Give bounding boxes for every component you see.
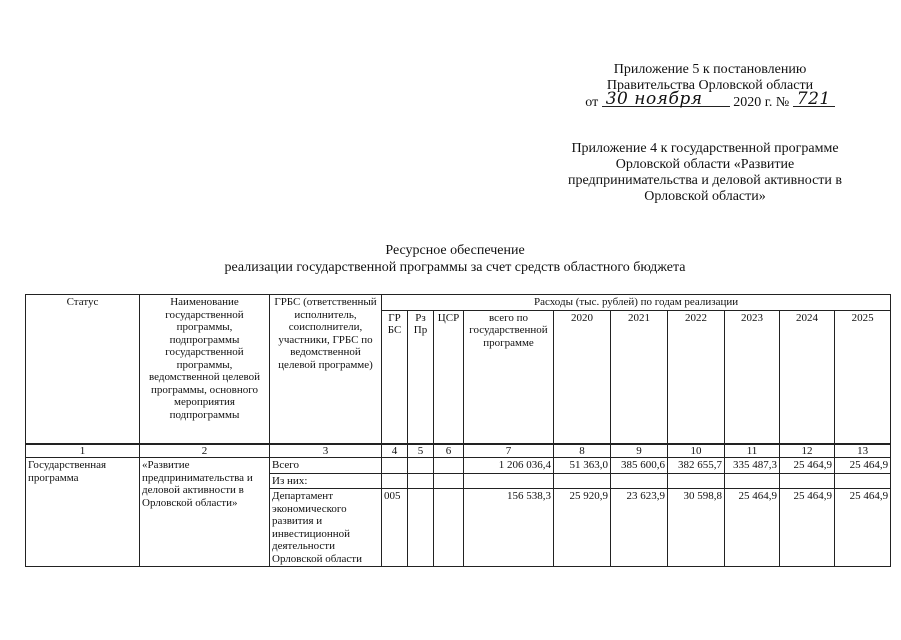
decree-attachment-header (540, 62, 880, 111)
year-2021-cell: 23 623,9 (611, 489, 668, 567)
col-number: 4 (382, 444, 408, 458)
header-row-1 (26, 295, 891, 311)
year-2022-cell (668, 473, 725, 489)
grbs-code-cell (382, 473, 408, 489)
header-2020: 2020 (554, 310, 611, 444)
csr-cell (434, 473, 464, 489)
header-2023: 2023 (725, 310, 780, 444)
handwritten-date: 30 ноября (602, 92, 730, 107)
year-2025-cell: 25 464,9 (835, 458, 891, 474)
header-csr: ЦСР (434, 310, 464, 444)
header-grbs: ГРБС (ответственный исполнитель, соисполнители, участники, ГРБС по ведомственной целевой программе) (270, 295, 382, 445)
year-2022-cell: 30 598,8 (668, 489, 725, 567)
resource-table (25, 294, 891, 567)
total-cell: 156 538,3 (464, 489, 554, 567)
decree-year-label: 2020 г. № (733, 95, 790, 110)
title-line-1: Ресурсное обеспечение (385, 243, 525, 258)
year-2025-cell: 25 464,9 (835, 489, 891, 567)
table-row (26, 458, 891, 474)
header-2025: 2025 (835, 310, 891, 444)
grbs-code-cell: 005 (382, 489, 408, 567)
header-status: Статус (26, 295, 140, 445)
col-number: 5 (408, 444, 434, 458)
program-line-3: предпринимательства и деловой активности в (567, 173, 843, 188)
year-2025-cell (835, 473, 891, 489)
year-2024-cell: 25 464,9 (780, 458, 835, 474)
year-2023-cell: 335 487,3 (725, 458, 780, 474)
grbs-cell: Департамент экономического развития и инвестиционной деятельности Орловской области (270, 489, 382, 567)
col-number: 8 (554, 444, 611, 458)
col-number: 10 (668, 444, 725, 458)
col-number: 12 (780, 444, 835, 458)
program-attachment-header (530, 141, 880, 205)
csr-cell (434, 458, 464, 474)
resource-table-wrapper (25, 294, 890, 567)
col-number: 7 (464, 444, 554, 458)
document-title (180, 242, 730, 276)
year-2021-cell (611, 473, 668, 489)
header-expenses: Расходы (тыс. рублей) по годам реализации (382, 295, 891, 311)
handwritten-number: 721 (793, 92, 835, 107)
title-line-2: реализации государственной программы за счет средств областного бюджета (224, 260, 686, 275)
header-total: всего по государственной программе (464, 310, 554, 444)
grbs-cell: Всего (270, 458, 382, 474)
header-name: Наименование государственной программы, подпрограммы государственной программы, ведомственной целевой программы, основного мероприятия подпрограммы (140, 295, 270, 445)
year-2022-cell: 382 655,7 (668, 458, 725, 474)
total-cell: 1 206 036,4 (464, 458, 554, 474)
program-line-2: Орловской области «Развитие (615, 157, 795, 172)
year-2023-cell: 25 464,9 (725, 489, 780, 567)
total-cell (464, 473, 554, 489)
year-2020-cell (554, 473, 611, 489)
col-number: 3 (270, 444, 382, 458)
header-rzpr: Рз Пр (408, 310, 434, 444)
col-number: 1 (26, 444, 140, 458)
header-2021: 2021 (611, 310, 668, 444)
year-2023-cell (725, 473, 780, 489)
year-2020-cell: 51 363,0 (554, 458, 611, 474)
decree-line-2: Правительства Орловской области (606, 78, 814, 93)
rzpr-cell (408, 458, 434, 474)
program-line-4: Орловской области» (644, 189, 766, 204)
header-grbs-code: ГР БС (382, 310, 408, 444)
rzpr-cell (408, 473, 434, 489)
col-number: 6 (434, 444, 464, 458)
decree-from-label: от (585, 95, 599, 110)
year-2024-cell: 25 464,9 (780, 489, 835, 567)
year-2021-cell: 385 600,6 (611, 458, 668, 474)
decree-date-line (585, 89, 834, 111)
column-number-row (26, 444, 891, 458)
grbs-cell: Из них: (270, 473, 382, 489)
program-line-1: Приложение 4 к государственной программе (571, 141, 839, 156)
col-number: 11 (725, 444, 780, 458)
col-number: 9 (611, 444, 668, 458)
decree-line-1: Приложение 5 к постановлению (613, 62, 807, 77)
header-2022: 2022 (668, 310, 725, 444)
status-cell: Государственная программа (26, 458, 140, 567)
grbs-code-cell (382, 458, 408, 474)
program-name-cell: «Развитие предпринимательства и деловой активности в Орловской области» (140, 458, 270, 567)
year-2020-cell: 25 920,9 (554, 489, 611, 567)
col-number: 2 (140, 444, 270, 458)
year-2024-cell (780, 473, 835, 489)
rzpr-cell (408, 489, 434, 567)
col-number: 13 (835, 444, 891, 458)
header-2024: 2024 (780, 310, 835, 444)
csr-cell (434, 489, 464, 567)
